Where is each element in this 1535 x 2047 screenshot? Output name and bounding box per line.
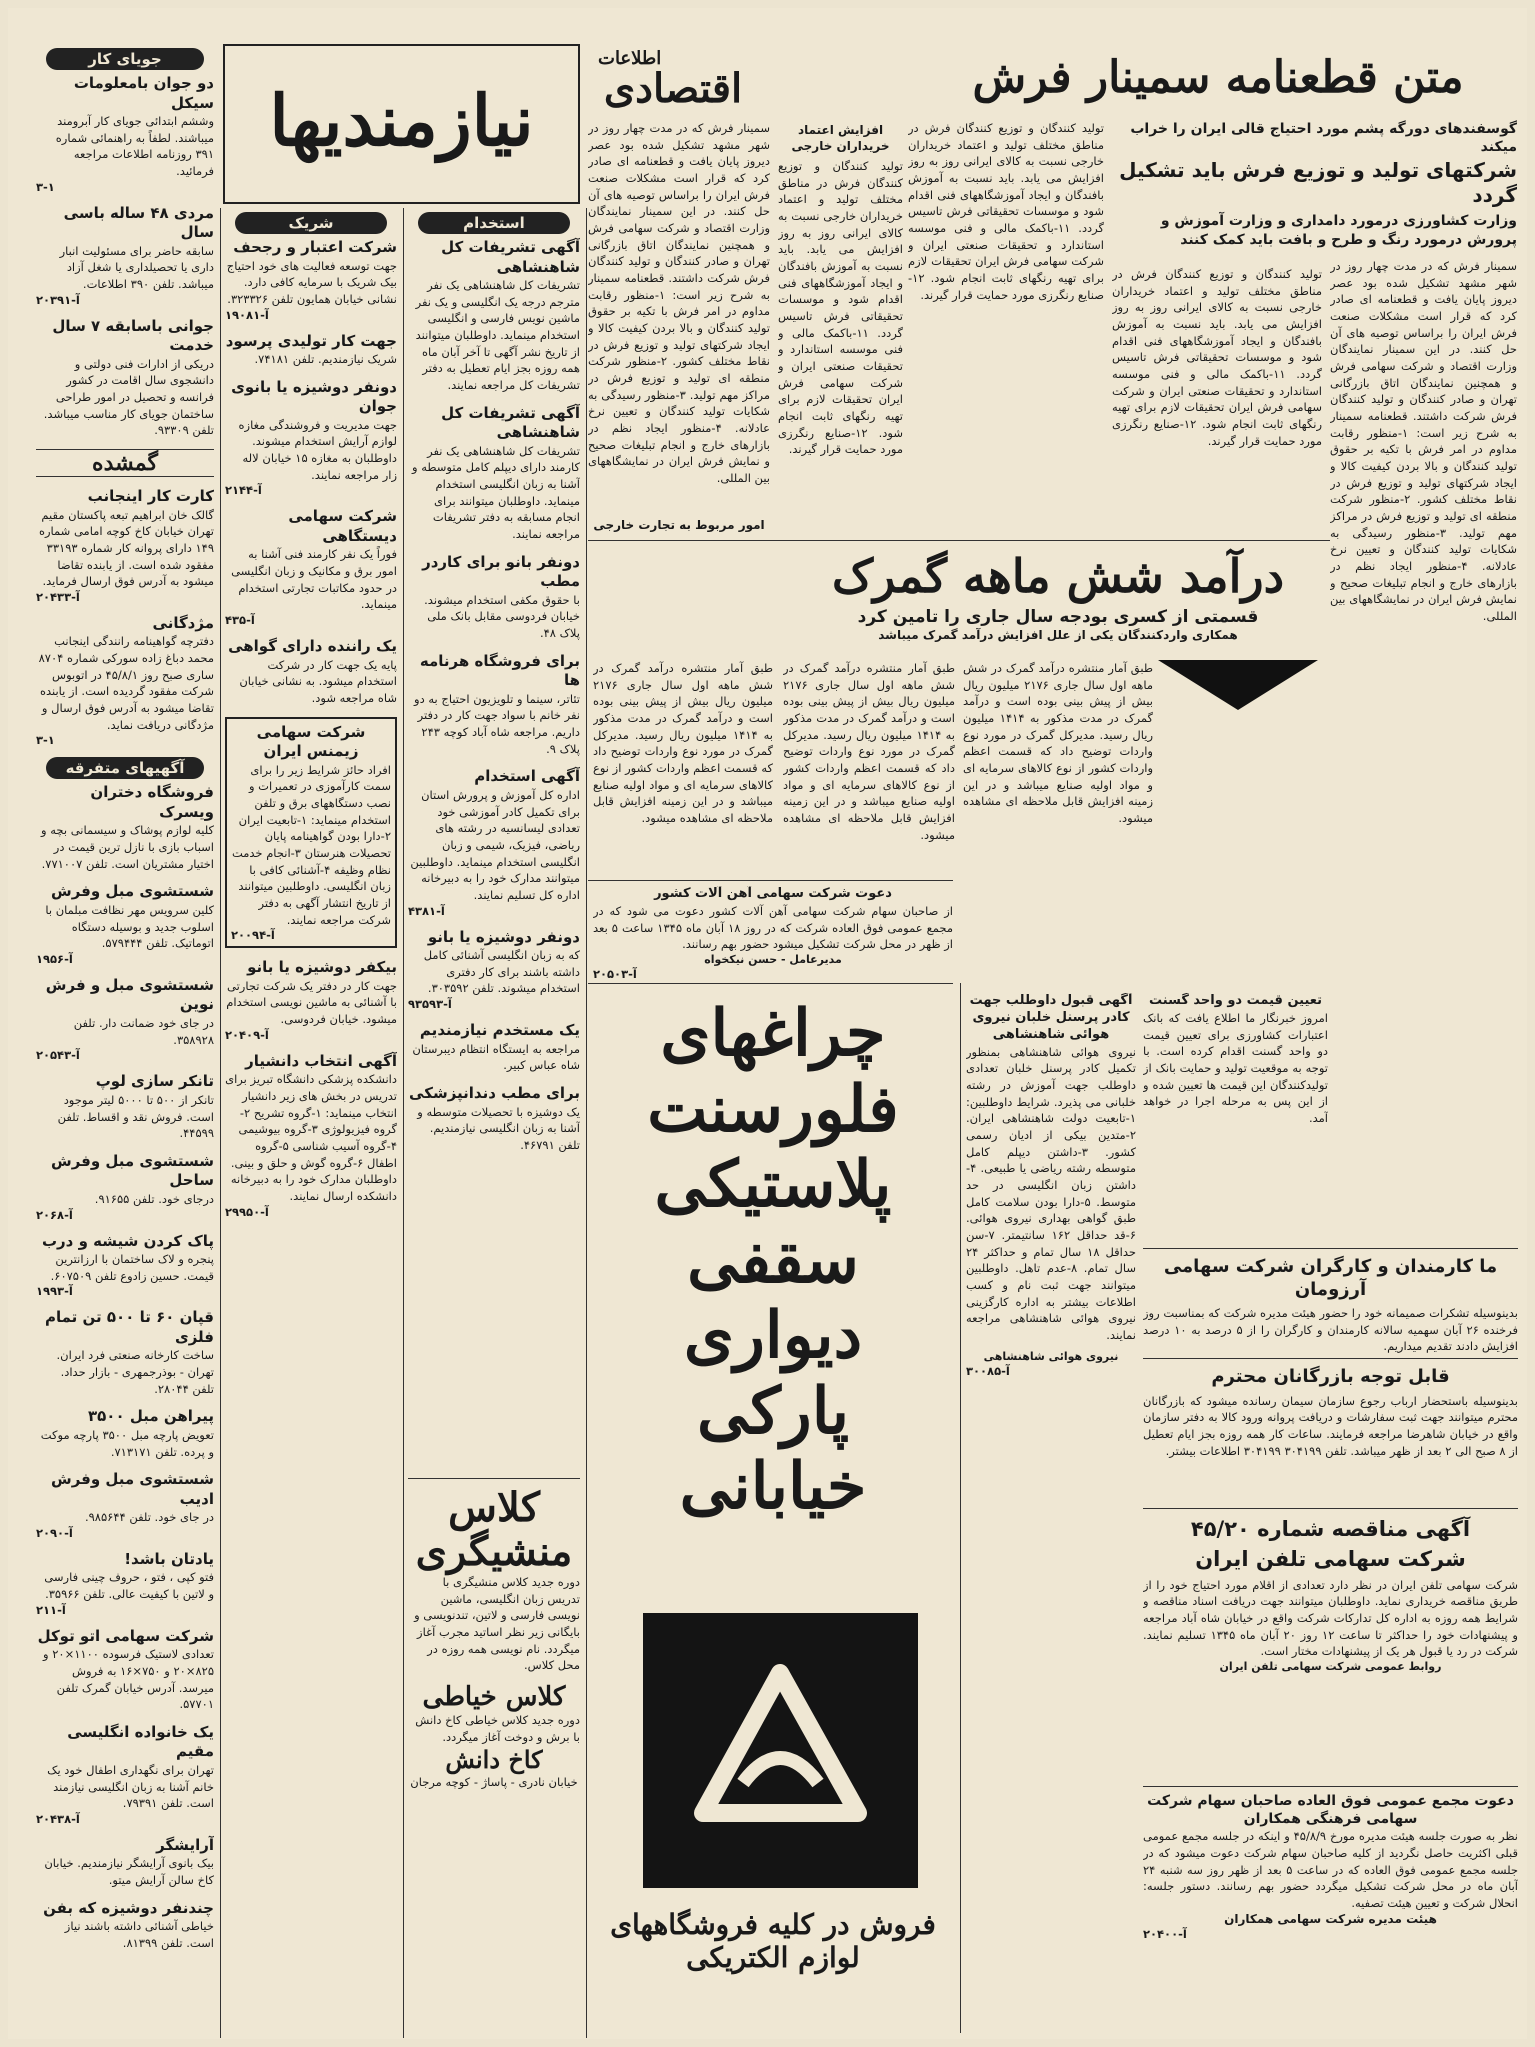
tender-title: آگهی مناقصه شماره ۴۵/۲۰ <box>1190 1517 1471 1541</box>
invite-steel-body: از صاحبان سهام شرکت سهامی آهن آلات کشور دعوت می شود که در مجمع عمومی فوق العاده شرکت که در روز ۱۸ آبان ماه ۱۳۴۵ ساعت ۵ بعد از ظهر در محل شرکت تشکیل میشود حضور بهم رسانند. <box>593 903 953 952</box>
sale-ad: یادتان باشد! فتو کپی ، فتو ، حروف چینی فارسی و لاتین با کیفیت عالی. تلفن ۳۵۹۶۶. آ-۲۱۱ <box>36 1549 214 1617</box>
tender-sign: روابط عمومی شرکت سهامی تلفن ایران <box>1219 1659 1442 1673</box>
main-story-deck3: وزارت کشاورزی درمورد دامداری و وزارت آموزش و پرورش درمورد رنگ و طرح و بافت باید کمک کنند <box>1160 213 1517 248</box>
sale-ad: تانکر سازی لوپ تانکر از ۵۰۰ تا ۵۰۰۰ لیتر موجود است. فروش نقد و اقساط. تلفن ۴۴۵۹۹. <box>57 1072 214 1141</box>
air-force-ref: آ-۳۰۰۸۵ <box>966 1364 1010 1379</box>
air-force-ad <box>966 993 1136 2033</box>
partner-ad: جهت کار تولیدی پرسود شریک نیازمندیم. تلفن ۷۴۱۸۱. <box>225 331 397 367</box>
partner-ad: بیکفر دوشیزه یا بانو جهت کار در دفتر یک شرکت تجارتی با آشنائی به ماشین نویسی استخدام میشود. خیابان فردوسی. آ-۲۰۴۰۹ <box>225 958 397 1042</box>
lost-ad: کارت کار اینجانب گالک خان ابراهیم تبعه پاکستان مقیم تهران خیابان کاخ کوچه امامی شماره ۱۴۹ دارای پروانه کار شماره ۳۳۱۹۳ مفقود شده است. از یابنده تقاضا میشود به آدرس فوق ارسال فرماید. آ-۲۰۴۳۳ <box>36 487 214 604</box>
invite-steel-sign: مدیرعامل - حسن نیکخواه <box>704 952 842 966</box>
col2-body-d: سمینار فرش که در مدت چهار روز در شهر مشهد تشکیل شده بود عصر دیروز پایان یافت و قطعنامه ای صادر کرد که قرار است مشکلات صنعت فرش ایران را براساس توصیه های آن حل کنند. در این سمینار نمایندگان وزارت اقتصاد و شرکت سهامی فرش و همچنین نمایندگان اتاق بازرگانی تهران و صادر کنندگان و تولید کنندگان فرش شرکت داشتند. قطعنامه سمینار به شرح زیر است: ۱-منظور رقابت مداوم در امر فرش با تکیه بر حقوق تولید کنندگان و بالا بردن کیفیت کالا و ایجاد شرکتهای تولید و توزیع فرش در نقاط مختلف کشور. ۲-منظور شرکت منطقه ای تولید و توزیع فرش در مراکز مهم تولید. ۳-منظور رسیدگی به شکایات تولید کنندگان و تعیین نرخ عادلانه. ۴-منظور ایجاد نظم در بازارهای خارج و انجام تبلیغات صحیح و نمایش فرش ایران در نمایشگاههای بین المللی. <box>588 121 770 486</box>
sale-ad: چندنفر دوشیزه که بفن خیاطی آشنائی داشته باشند نیاز است. تلفن ۸۱۳۹۹. <box>43 1898 214 1950</box>
lamps-line-3: پلاستیکی <box>654 1147 892 1223</box>
invite-steel-title: دعوت شرکت سهامی آهن آلات کشور <box>654 886 892 901</box>
logo-big: اقتصادی <box>603 65 743 112</box>
invite-steel-ref: آ-۲۰۵۰۳ <box>593 967 637 981</box>
employment-ad: آگهی تشریفات کل شاهنشاهی تشریفات کل شاهنشاهی یک نفر مترجم درجه یک انگلیسی و یک نفر ماشین نویس فارسی و انگلیسی استخدام مینماید. داوطلبان میتوانند از تاریخ نشر آگهی تا آخر آبان ماه همه روزه بجز ایام تعطیل به دفتر تشریفات کل مراجعه نمایند. <box>415 238 580 393</box>
logo-small: اطلاعات <box>598 48 662 69</box>
sale-ad: شستشوی مبل وفرش کلین سرویس مهر نظافت مبلمان با اسلوب جدید و بوسیله دستگاه اتوماتیک. تلفن ۵۷۹۴۴۴. آ-۱۹۵۶ <box>36 882 214 966</box>
job-ad: جوانی باسابقه ۷ سال خدمت دریکی از ادارات فنی دولتی و دانشجوی سال اقامت در کشور فرانسه و تحصیل در امور طراحی ساختمان جویای کار مناسب میباشد. تلفن ۹۳۳۰۹. <box>43 316 214 438</box>
lamps-line-4: سقفی <box>687 1222 859 1298</box>
wool-price-body: امروز خبرنگار ما اطلاع یافت که بانک اعتبارات کشاورزی برای تعیین قیمت دو واحد گسنت اقدام کرده است. با توجه به موقعیت تولید و حمایت بانک از تولیدکنندگان این قیمت ها تعیین شده و از این پس به مرحله اجرا در خواهد آمد. <box>1143 1010 1328 1125</box>
sale-ad: پیراهن مبل ۳۵۰۰ تعویض پارچه مبل ۳۵۰۰ پارچه موکت و پرده. تلفن ۷۱۳۱۷۱. <box>40 1407 214 1459</box>
customs-body-c: طبق آمار منتشره درآمد گمرک در شش ماهه اول سال جاری ۲۱۷۶ میلیون ریال بیش از پیش بینی بوده است و درآمد گمرک در مدت مذکور به ۱۴۱۴ میلیون ریال رسید. مدیرکل گمرک در مورد نوع واردات توضیح داد که قسمت اعظم واردات کشور از نوع کالاهای سرمایه ای و مواد اولیه صنایع میباشد و در این زمینه افزایش قابل ملاحظه ای مشاهده میشود. <box>593 661 773 826</box>
col2-title: افزایش اعتماد خریداران خارجی <box>791 123 890 153</box>
sale-ad: شستشوی مبل وفرش ادیب در جای خود. تلفن ۹۸۵۶۴۴. آ-۲۰۹۰ <box>36 1470 214 1540</box>
lost-tag: گمشده <box>36 449 214 477</box>
col2-text-b: تولید کنندگان و توزیع کنندگان فرش در مناطق مختلف تولید و اعتماد خریداران خارجی نسبت به کالای ایرانی روز به روز افزایش می یابد. باید نسبت به آموزش بافندگان و ایجاد آموزشگاههای فنی اقدام شود و موسسات تحقیقاتی فرش تاسیس گردد. ۱۱-باکمک مالی و فنی موسسه استاندارد و تحقیقات صنعتی ایران و شرکت سهامی فرش ایران تحقیقات لازم برای تهیه رنگهای ثابت انجام شود. ۱۲-صنایع رنگرزی مورد حمایت قرار گیرند. <box>908 121 1104 302</box>
newspaper-page <box>8 8 1527 2039</box>
lamps-line-7: خیابانی <box>679 1449 867 1525</box>
employment-ad: برای فروشگاه هرنامه ها تئاتر، سینما و تلویزیون احتیاج به دو نفر خانم با سواد جهت کار در دفتر داریم. مراجعه شاه آباد کوچه ۲۴۳ پلاک ۹. <box>414 651 580 756</box>
employment-ad: دونفر دوشیزه یا بانو که به زبان انگلیسی آشنائی کامل داشته باشند برای کار دفتری استخدام میشوند. تلفن ۳۰۳۵۹۲. آ-۹۳۵۹۳ <box>408 927 580 1012</box>
air-force-body: نیروی هوائی شاهنشاهی بمنظور تکمیل کادر پرسنل خلبان تعدادی داوطلب جهت آموزش در رشته خلبانی می پذیرد. شرایط داوطلبین: ۱-تابعیت دولت شاهنشاهی ایران. ۲-متدین بیکی از ادیان رسمی کشور. ۳-داشتن دیپلم کامل متوسطه رشته ریاضی یا طبیعی. ۴-داشتن زبان انگلیسی در حد متوسط. ۵-دارا بودن سلامت کامل طبق گواهی بهداری نیروی هوائی. ۶-قد حداقل ۱۶۲ سانتیمتر. ۷-سن حداقل ۱۸ سال تمام و حداکثر ۲۴ سال تمام. ۸-عدم تاهل. داوطلبین میتوانند جهت ثبت نام و کسب اطلاعات بیشتر به اداره کارگزینی نیروی هوائی شاهنشاهی مراجعه نمایند. <box>966 1044 1136 1343</box>
classifieds-left <box>36 44 214 2039</box>
staff-notice-title: ما کارمندان و کارگران شرکت سهامی آرزومان <box>1163 1256 1498 1300</box>
employment-tag: استخدام <box>418 212 570 234</box>
class-ad <box>408 1486 580 2036</box>
partner-ad: شرکت اعتبار و رجحف جهت توسعه فعالیت های خود احتیاج بیک شریک با سرمایه کافی دارد. نشانی خیابان همایون تلفن ۳۲۳۳۲۶. آ-۱۹۰۸۱ <box>225 238 397 322</box>
col2-body: تولید کنندگان و توزیع کنندگان فرش در مناطق مختلف تولید و اعتماد خریداران خارجی نسبت به کالای ایرانی روز به روز افزایش می یابد. باید نسبت به آموزش بافندگان و ایجاد آموزشگاههای فنی اقدام شود و موسسات تحقیقاتی فرش تاسیس گردد. ۱۱-باکمک مالی و فنی موسسه استاندارد و تحقیقات صنعتی ایران و شرکت سهامی فرش ایران تحقیقات لازم برای تهیه رنگهای ثابت انجام شود. ۱۲-صنایع رنگرزی مورد حمایت قرار گیرند. <box>1112 267 1322 448</box>
brand-logo <box>643 1613 918 1888</box>
partner-ad: آگهی انتخاب دانشیار دانشکده پزشکی دانشگاه تبریز برای تدریس در بخش های زیر دانشیار انتخاب مینماید: ۱-گروه تشریح ۲-گروه فیزیولوژی ۳-گروه بیوشیمی ۴-گروه آسیب شناسی ۵-گروه اطفال ۶-گروه گوش و حلق و بینی. داوطلبان مدارک خود را به دبیرخانه دانشکده ارسال نمایند. آ-۲۹۹۵۰ <box>225 1051 397 1219</box>
eghtesadi-logo <box>598 48 748 128</box>
general-meeting-body: نظر به صورت جلسه هیئت مدیره مورخ ۴۵/۸/۹ و اینکه در جلسه مجمع عمومی قبلی اکثریت حاصل نگردید از کلیه صاحبان سهام شرکت دعوت میشود که در جلسه مجمع عمومی فوق العاده که در ساعت ۵ بعد از ظهر روز سه شنبه ۲۴ آبان ماه در محل شرکت تشکیل میگردد حضور بهم رسانند. دستور جلسه: انحلال شرکت و تعیین هیئت تصفیه. <box>1143 1829 1518 1911</box>
partner-column <box>225 208 397 2038</box>
merchants-title: قابل توجه بازرگانان محترم <box>1211 1366 1450 1387</box>
sale-ad: شستشوی مبل و فرش نوین در جای خود ضمانت دار. تلفن ۳۵۸۹۲۸. آ-۲۰۵۴۳ <box>36 975 214 1063</box>
class-body2: دوره جدید کلاس خیاطی کاخ دانش با برش و دوخت آغاز میگردد. <box>415 1713 580 1744</box>
main-story-body: سمینار فرش که در مدت چهار روز در شهر مشهد تشکیل شده بود عصر دیروز پایان یافت و قطعنامه ای صادر کرد که قرار است مشکلات صنعت فرش ایران را براساس توصیه های آن حل کنند. در این سمینار نمایندگان وزارت اقتصاد و شرکت سهامی فرش و همچنین نمایندگان اتاق بازرگانی تهران و صادر کنندگان و تولید کنندگان فرش شرکت داشتند. قطعنامه سمینار به شرح زیر است: ۱-منظور رقابت مداوم در امر فرش با تکیه بر حقوق تولید کنندگان و بالا بردن کیفیت کالا و ایجاد شرکتهای تولید و توزیع فرش در نقاط مختلف کشور. ۲-منظور شرکت منطقه ای تولید و توزیع فرش در مراکز مهم تولید. ۳-منظور رسیدگی به شکایات تولید کنندگان و تعیین نرخ عادلانه. ۴-منظور ایجاد نظم در بازارهای خارج و انجام تبلیغات صحیح و نمایش فرش ایران در نمایشگاههای بین المللی. <box>1330 259 1517 624</box>
tender-org: شرکت سهامی تلفن ایران <box>1195 1547 1466 1572</box>
air-force-sign: نیروی هوائی شاهنشاهی <box>983 1349 1119 1363</box>
sale-ad: قپان ۶۰ تا ۵۰۰ تن تمام فلزی ساخت کارخانه صنعتی فرد ایران. تهران - بوذرجمهری - بازار حداد. تلفن ۲۸۰۴۴. <box>45 1308 214 1396</box>
class-body: دوره جدید کلاس منشیگری با تدریس زبان انگلیسی، ماشین نویسی فارسی و لاتین، تندنویسی و بایگانی زیر نظر اساتید مجرب آغاز میگردد. نام نویسی همه روزه در محل کلاس. <box>414 1575 580 1673</box>
tender-body: شرکت سهامی تلفن ایران در نظر دارد تعدادی از اقلام مورد احتیاج خود را از طریق مناقصه خریداری نماید. داوطلبان میتوانند جهت دریافت اسناد مناقصه و شرایط همه روزه به اداره کل تدارکات شرکت واقع در خیابان شاه آباد مراجعه و پیشنهادات خود را حداکثر تا ساعت ۱۲ روز ۲۰ آبان ماه ۱۳۴۵ تسلیم نمایند. شرکت در رد یا قبول هر یک از پیشنهادات مختار است. <box>1143 1577 1518 1659</box>
lamps-line-1: چراغهای <box>660 996 886 1071</box>
class-sign: کاخ دانش <box>445 1745 543 1775</box>
customs-deck: قسمتی از کسری بودجه سال جاری را تامین کرد <box>857 606 1259 627</box>
job-ad: مردی ۴۸ ساله باسی سال سابقه حاضر برای مسئولیت انبار داری یا تحصیلداری یا شغل آزاد میباشد. تلفن ۳۹۰ اطلاعات. آ-۲۰۳۹۱ <box>36 203 214 307</box>
employment-column <box>408 208 580 1478</box>
sale-ad: آرایشگر بیک بانوی آرایشگر نیازمندیم. خیابان کاخ سالن آرایش میتو. <box>44 1835 214 1888</box>
partner-ad: شرکت سهامی زیمنس ایران افراد حائز شرایط زیر را برای سمت کارآموزی در تعمیرات و نصب دستگاههای برق و تلفن استخدام مینماید: ۱-تابعیت ایران ۲-دارا بودن گواهینامه پایان تحصیلات هنرستان ۳-انجام خدمت نظام وظیفه ۴-آشنائی کافی با زبان انگلیسی. داوطلبین میتوانند از تاریخ انتشار آگهی به دفتر شرکت مراجعه نمایند. آ-۲۰۰۹۴ <box>225 717 397 949</box>
lamps-line-5: دیواری <box>683 1298 863 1374</box>
invite-steel <box>593 886 953 981</box>
sale-ad: یک خانواده انگلیسی مقیم تهران برای نگهداری اطفال خود یک خانم آشنا به زبان انگلیسی نیازمند است. تلفن ۷۹۳۹۱. آ-۲۰۴۳۸ <box>36 1722 214 1826</box>
main-story-deck2: شرکتهای تولید و توزیع فرش باید تشکیل گردد <box>1119 158 1517 208</box>
customs-body: طبق آمار منتشره درآمد گمرک در شش ماهه اول سال جاری ۲۱۷۶ میلیون ریال بیش از پیش بینی بوده است و درآمد گمرک در مدت مذکور به ۱۴۱۴ میلیون ریال رسید. مدیرکل گمرک در مورد نوع واردات توضیح داد که قسمت اعظم واردات کشور از نوع کالاهای سرمایه ای و مواد اولیه صنایع میباشد و در این زمینه افزایش قابل ملاحظه ای مشاهده میشود. <box>963 661 1153 826</box>
job-seekers-tag: جویای کار <box>46 48 204 70</box>
job-ad: دو جوان بامعلومات سیکل وششم ابتدائی جویای کار آبرومند میباشند. لطفاً به راهنمائی شماره ۳۹۱ روزنامه اطلاعات مراجعه فرمائید. ۳-۱ <box>36 74 214 194</box>
lamps-line-6: پارکی <box>696 1373 850 1449</box>
needs-title: نیازمندیها <box>269 79 534 162</box>
col2-footer-title: امور مربوط به تجارت خارجی <box>593 518 765 532</box>
employment-ad: برای مطب دندانپزشکی یک دوشیزه با تحصیلات متوسطه و آشنا به زبان انگلیسی نیازمندیم. تلفن ۴۶۷۹۱. <box>409 1084 580 1152</box>
tender-notice <box>1143 1514 1518 1782</box>
air-force-title: آگهی قبول داوطلب جهت کادر پرسنل خلبان نیروی هوائی شاهنشاهی <box>969 993 1133 1042</box>
class-title2: منشیگری <box>415 1528 573 1575</box>
customs-body-b: طبق آمار منتشره درآمد گمرک در شش ماهه اول سال جاری ۲۱۷۶ میلیون ریال بیش از پیش بینی بوده است و درآمد گمرک در مدت مذکور به ۱۴۱۴ میلیون ریال رسید. مدیرکل گمرک در مورد نوع واردات توضیح داد که قسمت اعظم واردات کشور از نوع کالاهای سرمایه ای و مواد اولیه صنایع میباشد و در این زمینه افزایش قابل ملاحظه ای مشاهده میشود. <box>783 661 955 842</box>
partner-ad: شرکت سهامی دیستگاهی فوراً یک نفر کارمند فنی آشنا به امور برق و مکانیک و زبان انگلیسی در حدود مکاتبات تجارتی استخدام مینماید. آ-۴۳۵ <box>225 507 397 628</box>
partner-ad: دونفر دوشیزه یا بانوی جوان جهت مدیریت و فروشندگی مغازه لوازم آرایش استخدام میشوند. داوطلبان به مغازه ۱۵ خیابان لاله زار مراجعه نمایند. آ-۲۱۴۴ <box>225 377 397 498</box>
arrow-down-icon <box>1158 660 1318 710</box>
employment-ad: یک مستخدم نیازمندیم مراجعه به ایستگاه انتظام دیبرستان شاه عباس کبیر. <box>412 1021 580 1073</box>
employment-ad: آگهی استخدام اداره کل آموزش و پرورش استان برای تکمیل کادر آموزشی خود تعدادی لیسانسیه در رشته های ریاضی، فیزیک، شیمی و زبان انگلیسی استخدام مینماید. داوطلبین میتوانند مدارک خود را به دبیرخانه اداره کل تسلیم نمایند. آ-۴۳۸۱ <box>408 767 580 918</box>
class-title: کلاس <box>448 1486 540 1531</box>
partner-tag: شریک <box>235 212 387 234</box>
sale-ad: پاک کردن شیشه و درب پنجره و لاک ساختمان با ارزانترین قیمت. حسین زادوع تلفن ۶۰۷۵۰۹. آ-۱۹۹۳ <box>36 1231 214 1299</box>
class-addr: خیابان نادری - پاساژ - کوچه مرجان <box>410 1775 578 1790</box>
employment-ad: دونفر بانو برای کاردر مطب با حقوق مکفی استخدام میشوند. خیابان فردوسی مقابل بانک ملی پلاک ۴۸. <box>422 552 580 641</box>
col2-body-c: تولید کنندگان و توزیع کنندگان فرش در مناطق مختلف تولید و اعتماد خریداران خارجی نسبت به کالای ایرانی روز به روز افزایش می یابد. باید نسبت به آموزش بافندگان و ایجاد آموزشگاههای فنی اقدام شود و موسسات تحقیقاتی فرش تاسیس گردد. ۱۱-باکمک مالی و فنی موسسه استاندارد و تحقیقات صنعتی ایران و شرکت سهامی فرش ایران تحقیقات لازم برای تهیه رنگهای ثابت انجام شود. ۱۲-صنایع رنگرزی مورد حمایت قرار گیرند. <box>778 159 903 457</box>
wool-price-title: تعیین قیمت دو واحد گسنت <box>1149 993 1322 1008</box>
lamps-line-2: فلورسنت <box>647 1071 899 1147</box>
merchants-notice <box>1143 1364 1518 1504</box>
class-title3: کلاس خیاطی <box>422 1682 566 1713</box>
customs-deck2: همکاری واردکنندگان یکی از علل افزایش درآمد گمرک میباشد <box>878 627 1238 642</box>
lost-ad: مژدگانی دفترچه گواهینامه رانندگی اینجانب محمد دباغ زاده سورکی شماره ۸۷۰۴ ساری صبح روز ۴۵/۸/۱ در اتوبوس شرکت مفقود گردیده است. از یابنده تقاضا میشود به آدرس فوق ارسال و مژدگانی دریافت نماید. ۳-۱ <box>36 613 214 748</box>
general-meeting-title: دعوت مجمع عمومی فوق العاده صاحبان سهام شرکت سهامی فرهنگی همکاران <box>1147 1793 1514 1828</box>
merchants-body: بدینوسیله باستحضار ارباب رجوع سازمان سیمان رسانده میشود که بازرگانان محترم میتوانند جهت ثبت سفارشات و دریافت پروانه ورود کالا به دفتر سازمان واقع در خیابان شاهرضا مراجعه فرمایند. ساعات کار همه روزه بجز ایام تعطیل از ۸ صبح الی ۲ بعد از ظهر میباشد. تلفن ۳۰۴۱۹۹ ۳۰۴۱۹۹ اطلاعات بیشتر. <box>1143 1393 1518 1458</box>
partner-ad: یک راننده دارای گواهی پایه یک جهت کار در شرکت استخدام میشود. به نشانی خیابان شاه مراجعه شود. <box>228 637 397 705</box>
sale-ads-tag: آگهیهای متفرقه <box>46 757 204 779</box>
general-meeting <box>1143 1792 1518 2037</box>
general-meeting-ref: آ-۲۰۴۰۰ <box>1143 1927 1187 1942</box>
main-story-deck1: گوسفندهای دورگه پشم مورد احتیاج قالی ایران را خراب میکند <box>1130 121 1517 156</box>
sale-ad: شستشوی مبل وفرش ساحل درجای خود. تلفن ۹۱۶۵۵. آ-۲۰۶۸ <box>36 1151 214 1222</box>
staff-notice-body: بدینوسیله تشکرات صمیمانه خود را حضور هیئت مدیره شرکت که بمناسبت روز فرخنده ۲۶ آبان سهمیه سالانه کارمندان و کارگران را از ۵ درصد به ۱۰ درصد افزایش دادند تقدیم میداریم. <box>1143 1306 1518 1354</box>
needs-masthead <box>223 44 580 204</box>
sale-ad: فروشگاه دختران ویسرک کلیه لوازم پوشاک و سیسمانی بچه و اسباب بازی با نازل ترین قیمت در اختیار مشتریان است. تلفن ۷۷۱۰۰۷. <box>41 783 214 871</box>
customs-title: درآمد شش ماهه گمرک <box>831 549 1285 603</box>
main-story-decks <box>1112 120 1517 260</box>
employment-ad: آگهی تشریفات کل شاهنشاهی تشریفات کل شاهنشاهی یک نفر کارمند دارای دیپلم کامل متوسطه و آشنا به زبان انگلیسی استخدام مینماید. داوطلبان میتوانند برای انجام مسابقه به دفتر تشریفات مراجعه نمایند. <box>411 403 580 542</box>
general-meeting-sign: هیئت مدیره شرکت سهامی همکاران <box>1224 1911 1437 1926</box>
lamps-sale: فروش در کلیه فروشگاههای لوازم الکتریکی <box>610 1908 936 1974</box>
wool-price <box>1143 993 1328 1233</box>
sale-ad: شرکت سهامی اتو توکل تعدادی لاستیک فرسوده ۱۱۰۰×۲۰ و ۸۲۵×۲۰ و ۷۵۰×۱۶ به فروش میرسد. آدرس خیابان گمرک تلفن ۵۷۷۰۱. <box>37 1626 214 1712</box>
customs-story <box>788 548 1328 658</box>
staff-notice <box>1143 1254 1518 1354</box>
main-story-title: متن قطعنامه سمینار فرش <box>972 52 1464 103</box>
